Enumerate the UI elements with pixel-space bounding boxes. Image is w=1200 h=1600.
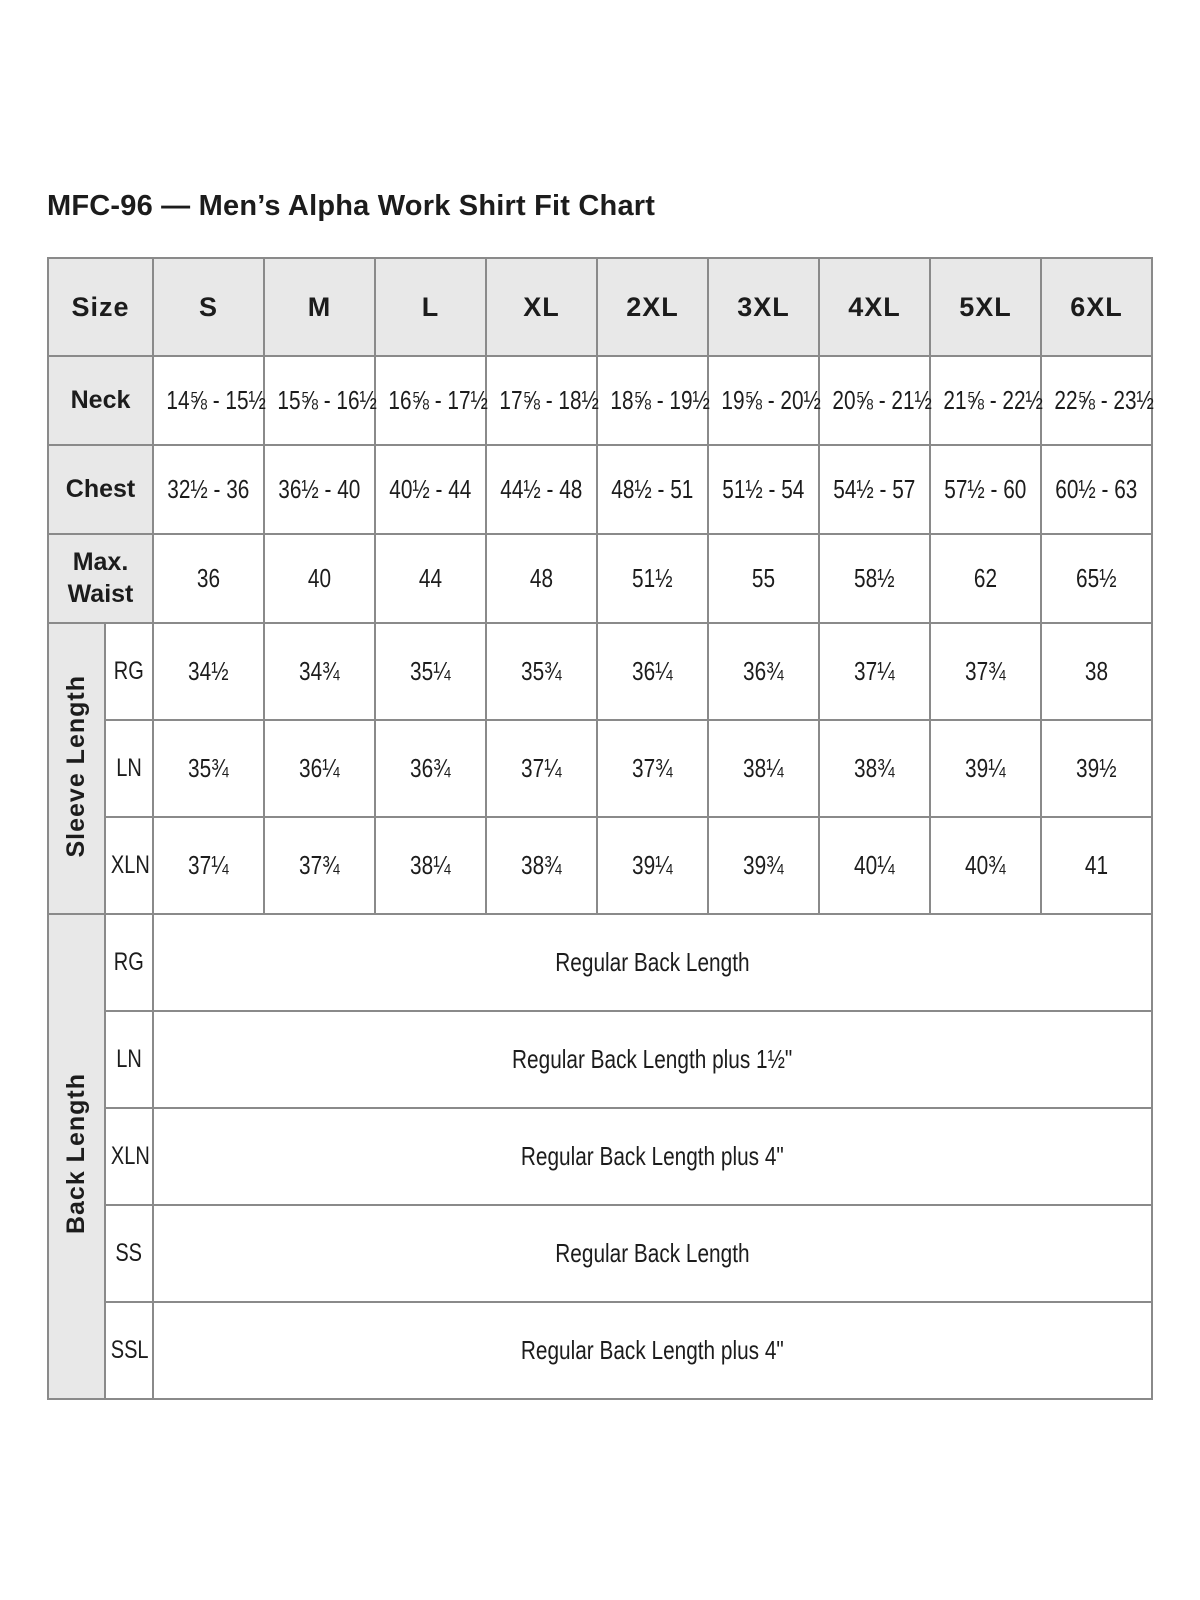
back-length-xln-row xyxy=(48,1108,1152,1205)
sleeve-xln-value-cell: 37¼ xyxy=(153,817,264,914)
back-xln-sublabel: XLN xyxy=(105,1108,153,1205)
back-ss-value-cell: Regular Back Length xyxy=(153,1205,1152,1302)
back-rg-value-cell: Regular Back Length xyxy=(153,914,1152,1011)
sleeve-length-xln-row xyxy=(48,817,1152,914)
back-ssl-value-cell: Regular Back Length plus 4" xyxy=(153,1302,1152,1399)
neck-value-cell: 19⅝ - 20½ xyxy=(708,356,819,445)
size-column-header-xl: XL xyxy=(486,258,597,356)
size-header-row xyxy=(48,258,1152,356)
sleeve-ln-value-cell: 37¼ xyxy=(486,720,597,817)
sleeve-ln-value-cell: 37¾ xyxy=(597,720,708,817)
sleeve-xln-value-cell: 40¾ xyxy=(930,817,1041,914)
sleeve-rg-value-cell: 34½ xyxy=(153,623,264,720)
back-ln-sublabel: LN xyxy=(105,1011,153,1108)
max-waist-value-cell: 44 xyxy=(375,534,486,623)
chest-row xyxy=(48,445,1152,534)
sleeve-rg-value-cell: 35¾ xyxy=(486,623,597,720)
neck-row xyxy=(48,356,1152,445)
max-waist-row xyxy=(48,534,1152,623)
size-column-header-6xl: 6XL xyxy=(1041,258,1152,356)
max-waist-value-cell: 51½ xyxy=(597,534,708,623)
sleeve-xln-sublabel: XLN xyxy=(105,817,153,914)
max-waist-value-cell: 58½ xyxy=(819,534,930,623)
neck-value-cell: 16⅝ - 17½ xyxy=(375,356,486,445)
size-column-header-m: M xyxy=(264,258,375,356)
sleeve-rg-value-cell: 35¼ xyxy=(375,623,486,720)
sleeve-rg-value-cell: 37¾ xyxy=(930,623,1041,720)
max-waist-value-cell: 65½ xyxy=(1041,534,1152,623)
back-ln-value-cell: Regular Back Length plus 1½" xyxy=(153,1011,1152,1108)
back-ss-sublabel: SS xyxy=(105,1205,153,1302)
max-waist-value-cell: 62 xyxy=(930,534,1041,623)
sleeve-length-ln-row xyxy=(48,720,1152,817)
chest-value-cell: 40½ - 44 xyxy=(375,445,486,534)
sleeve-rg-value-cell: 38 xyxy=(1041,623,1152,720)
size-column-header-l: L xyxy=(375,258,486,356)
sleeve-ln-value-cell: 38¾ xyxy=(819,720,930,817)
back-length-ssl-row xyxy=(48,1302,1152,1399)
sleeve-length-section-label: Sleeve Length xyxy=(48,623,105,914)
neck-value-cell: 18⅝ - 19½ xyxy=(597,356,708,445)
back-rg-sublabel: RG xyxy=(105,914,153,1011)
back-length-ln-row xyxy=(48,1011,1152,1108)
size-header-label: Size xyxy=(71,291,130,322)
sleeve-rg-value-cell: 36¾ xyxy=(708,623,819,720)
chest-value-cell: 51½ - 54 xyxy=(708,445,819,534)
sleeve-ln-value-cell: 36¾ xyxy=(375,720,486,817)
neck-value-cell: 22⅝ - 23½ xyxy=(1041,356,1152,445)
back-length-section-label: Back Length xyxy=(48,914,105,1399)
sleeve-length-rg-row xyxy=(48,623,1152,720)
sleeve-xln-value-cell: 41 xyxy=(1041,817,1152,914)
chest-value-cell: 32½ - 36 xyxy=(153,445,264,534)
chest-value-cell: 36½ - 40 xyxy=(264,445,375,534)
page-title: MFC-96 — Men’s Alpha Work Shirt Fit Chart xyxy=(47,190,656,222)
sleeve-ln-value-cell: 36¼ xyxy=(264,720,375,817)
sleeve-xln-value-cell: 38¾ xyxy=(486,817,597,914)
neck-value-cell: 17⅝ - 18½ xyxy=(486,356,597,445)
size-column-header-2xl: 2XL xyxy=(597,258,708,356)
chest-value-cell: 44½ - 48 xyxy=(486,445,597,534)
sleeve-rg-value-cell: 36¼ xyxy=(597,623,708,720)
chest-row-label: Chest xyxy=(48,445,153,534)
back-ssl-sublabel: SSL xyxy=(105,1302,153,1399)
chest-value-cell: 60½ - 63 xyxy=(1041,445,1152,534)
max-waist-value-cell: 55 xyxy=(708,534,819,623)
max-waist-row-label: Max. Waist xyxy=(48,534,153,623)
max-waist-value-cell: 48 xyxy=(486,534,597,623)
back-length-rg-row xyxy=(48,914,1152,1011)
sleeve-rg-value-cell: 34¾ xyxy=(264,623,375,720)
sleeve-ln-value-cell: 38¼ xyxy=(708,720,819,817)
sleeve-ln-sublabel: LN xyxy=(105,720,153,817)
sleeve-ln-value-cell: 39½ xyxy=(1041,720,1152,817)
size-column-header-4xl: 4XL xyxy=(819,258,930,356)
chest-value-cell: 57½ - 60 xyxy=(930,445,1041,534)
chest-value-cell: 48½ - 51 xyxy=(597,445,708,534)
neck-row-label: Neck xyxy=(48,356,153,445)
sleeve-ln-value-cell: 39¼ xyxy=(930,720,1041,817)
sleeve-rg-sublabel: RG xyxy=(105,623,153,720)
back-xln-value-cell: Regular Back Length plus 4" xyxy=(153,1108,1152,1205)
back-length-ss-row xyxy=(48,1205,1152,1302)
sleeve-xln-value-cell: 40¼ xyxy=(819,817,930,914)
neck-value-cell: 14⅝ - 15½ xyxy=(153,356,264,445)
size-header-cell xyxy=(48,258,153,356)
size-column-header-3xl: 3XL xyxy=(708,258,819,356)
sleeve-rg-value-cell: 37¼ xyxy=(819,623,930,720)
max-waist-value-cell: 40 xyxy=(264,534,375,623)
sleeve-xln-value-cell: 39¼ xyxy=(597,817,708,914)
sleeve-xln-value-cell: 39¾ xyxy=(708,817,819,914)
sleeve-xln-value-cell: 38¼ xyxy=(375,817,486,914)
fit-chart-table xyxy=(47,257,1153,1400)
neck-value-cell: 15⅝ - 16½ xyxy=(264,356,375,445)
neck-value-cell: 20⅝ - 21½ xyxy=(819,356,930,445)
max-waist-value-cell: 36 xyxy=(153,534,264,623)
size-column-header-s: S xyxy=(153,258,264,356)
size-column-header-5xl: 5XL xyxy=(930,258,1041,356)
sleeve-xln-value-cell: 37¾ xyxy=(264,817,375,914)
chest-value-cell: 54½ - 57 xyxy=(819,445,930,534)
neck-value-cell: 21⅝ - 22½ xyxy=(930,356,1041,445)
sleeve-ln-value-cell: 35¾ xyxy=(153,720,264,817)
